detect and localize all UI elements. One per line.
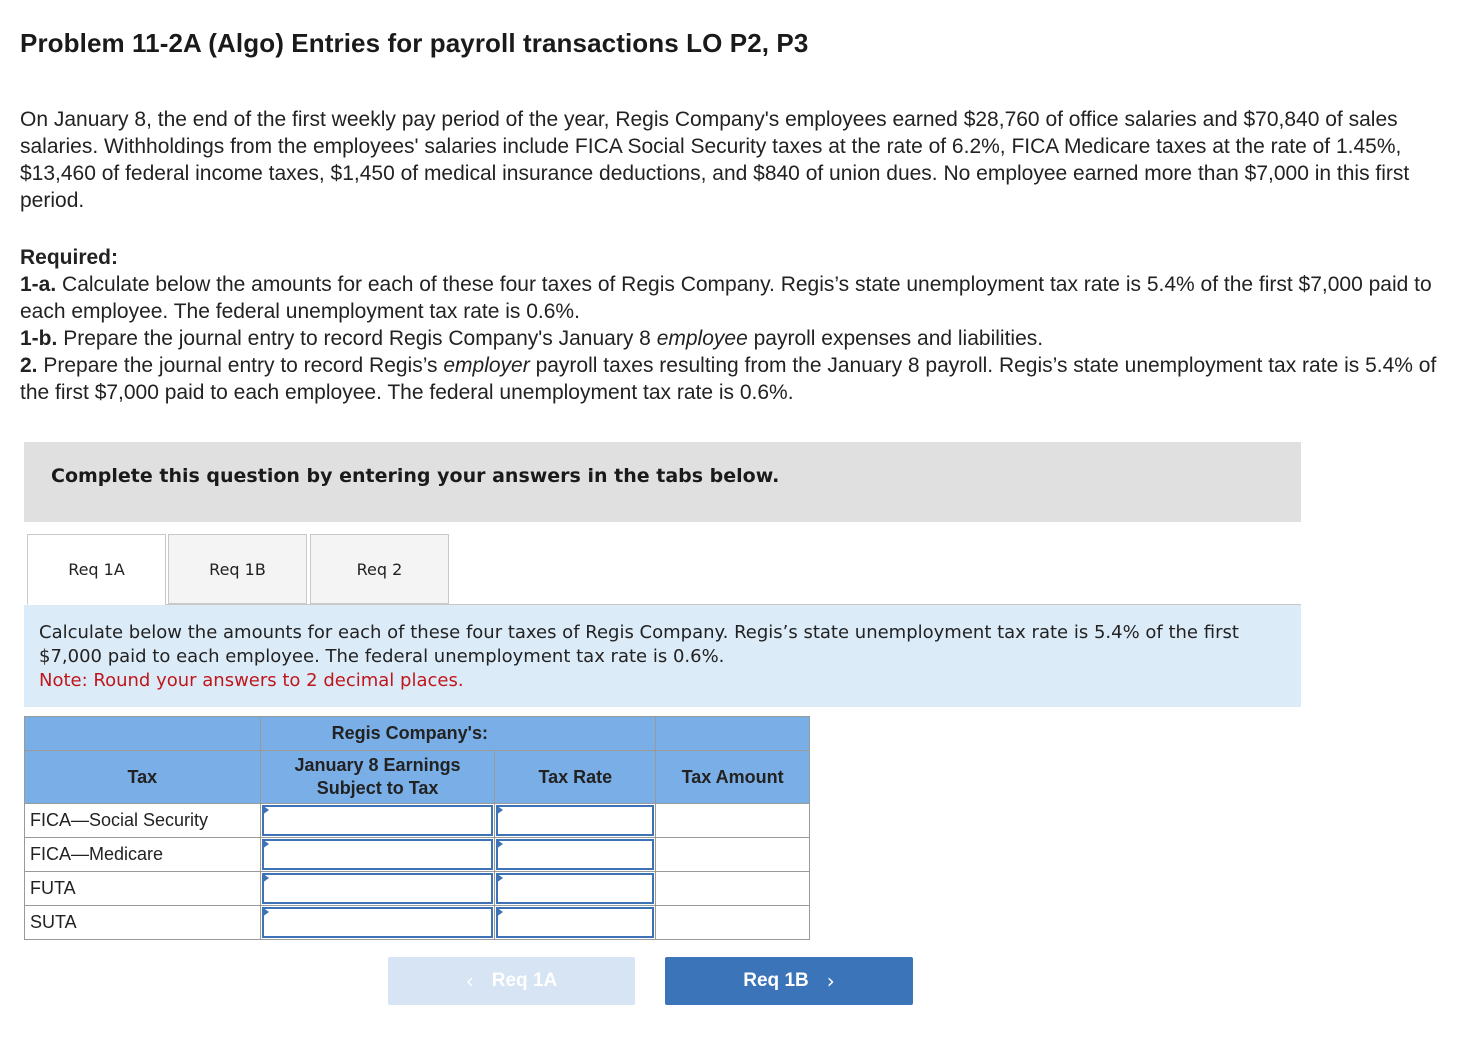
tax-rate-input[interactable] bbox=[495, 906, 656, 940]
required-item-1b-post: payroll expenses and liabilities. bbox=[753, 327, 1044, 350]
table-header-blank-2 bbox=[656, 717, 810, 751]
instructions-banner bbox=[24, 442, 1301, 522]
tax-rate-input[interactable] bbox=[495, 838, 656, 872]
problem-intro: On January 8, the end of the first weekly pay period of the year, Regis Company's employees earned $28,760 of office salaries and $70,840 of sales salaries. Withholdings from the employees' salaries include FICA Social Security taxes at the rate of 6.2%, FICA Medicare taxes at the rate of 1.45%, $13,460 of federal income taxes, $1,450 of medical insurance deductions, and $840 of union dues. No employee earned more than $7,000 in this first period. bbox=[20, 108, 1410, 212]
required-item-1b-label: 1-b. bbox=[20, 327, 58, 350]
instructions-text: Calculate below the amounts for each of these four taxes of Regis Company. Regis’s state unemployment tax rate is 5.4% of the first $7,000 paid to each employee. The federal unemployment tax rate is 0.6%. bbox=[39, 622, 1239, 667]
col-header-earnings: January 8 Earnings Subject to Tax bbox=[260, 751, 495, 804]
row-tax-label: FUTA bbox=[25, 872, 261, 906]
tab-req-1a[interactable]: Req 1A bbox=[27, 534, 166, 605]
required-heading: Required: bbox=[20, 246, 119, 269]
tab-req-1b[interactable]: Req 1B bbox=[168, 534, 307, 604]
required-item-2 bbox=[20, 352, 1440, 406]
earnings-input[interactable] bbox=[260, 804, 495, 838]
required-item-2-pre: Prepare the journal entry to record Regis’s bbox=[43, 354, 438, 377]
tab-instructions bbox=[24, 605, 1301, 707]
col-header-rate: Tax Rate bbox=[495, 751, 656, 804]
table-row bbox=[25, 804, 810, 838]
prev-button[interactable] bbox=[388, 957, 635, 1005]
next-button[interactable] bbox=[665, 957, 913, 1005]
tax-table bbox=[24, 716, 810, 940]
required-item-1a bbox=[20, 271, 1440, 325]
prev-button-label: Req 1A bbox=[491, 970, 558, 991]
tax-amount-cell bbox=[656, 838, 810, 872]
row-tax-label: FICA—Medicare bbox=[25, 838, 261, 872]
table-group-header: Regis Company's: bbox=[260, 717, 656, 751]
earnings-input[interactable] bbox=[260, 872, 495, 906]
required-item-1a-text: Calculate below the amounts for each of these four taxes of Regis Company. Regis’s state unemployment tax rate is 5.4% of the first $7,000 paid to each employee. The federal unemployment tax rate is 0.6%. bbox=[20, 273, 1432, 323]
tax-amount-cell bbox=[656, 906, 810, 940]
required-section bbox=[20, 244, 1440, 406]
earnings-input[interactable] bbox=[260, 838, 495, 872]
required-item-2-emph: employer bbox=[443, 354, 530, 377]
banner-text: Complete this question by entering your answers in the tabs below. bbox=[51, 465, 780, 487]
required-item-1b-emph: employee bbox=[656, 327, 748, 350]
required-item-2-post: payroll taxes resulting from the January 8 payroll. Regis’s state unemployment tax rate is 5.4% of the first $7,000 paid to each employee. The federal unemployment tax rate is 0.6%. bbox=[20, 354, 1437, 404]
col-header-amount: Tax Amount bbox=[656, 751, 810, 804]
table-row bbox=[25, 838, 810, 872]
row-tax-label: SUTA bbox=[25, 906, 261, 940]
table-row bbox=[25, 872, 810, 906]
next-button-label: Req 1B bbox=[743, 970, 809, 991]
tax-amount-cell bbox=[656, 804, 810, 838]
required-item-1b bbox=[20, 325, 1440, 352]
tax-amount-cell bbox=[656, 872, 810, 906]
table-header-blank bbox=[25, 717, 261, 751]
tax-rate-input[interactable] bbox=[495, 804, 656, 838]
instructions-note: Note: Round your answers to 2 decimal places. bbox=[39, 670, 464, 691]
table-row bbox=[25, 906, 810, 940]
row-tax-label: FICA—Social Security bbox=[25, 804, 261, 838]
required-item-1a-label: 1-a. bbox=[20, 273, 57, 296]
col-header-tax: Tax bbox=[25, 751, 261, 804]
problem-title: Problem 11-2A (Algo) Entries for payroll transactions LO P2, P3 bbox=[20, 28, 809, 58]
tax-rate-input[interactable] bbox=[495, 872, 656, 906]
chevron-left-icon: ‹ bbox=[465, 969, 474, 993]
tab-req-2[interactable]: Req 2 bbox=[310, 534, 449, 604]
required-item-2-label: 2. bbox=[20, 354, 38, 377]
earnings-input[interactable] bbox=[260, 906, 495, 940]
chevron-right-icon: › bbox=[826, 969, 835, 993]
required-item-1b-pre: Prepare the journal entry to record Regis Company's January 8 bbox=[63, 327, 651, 350]
